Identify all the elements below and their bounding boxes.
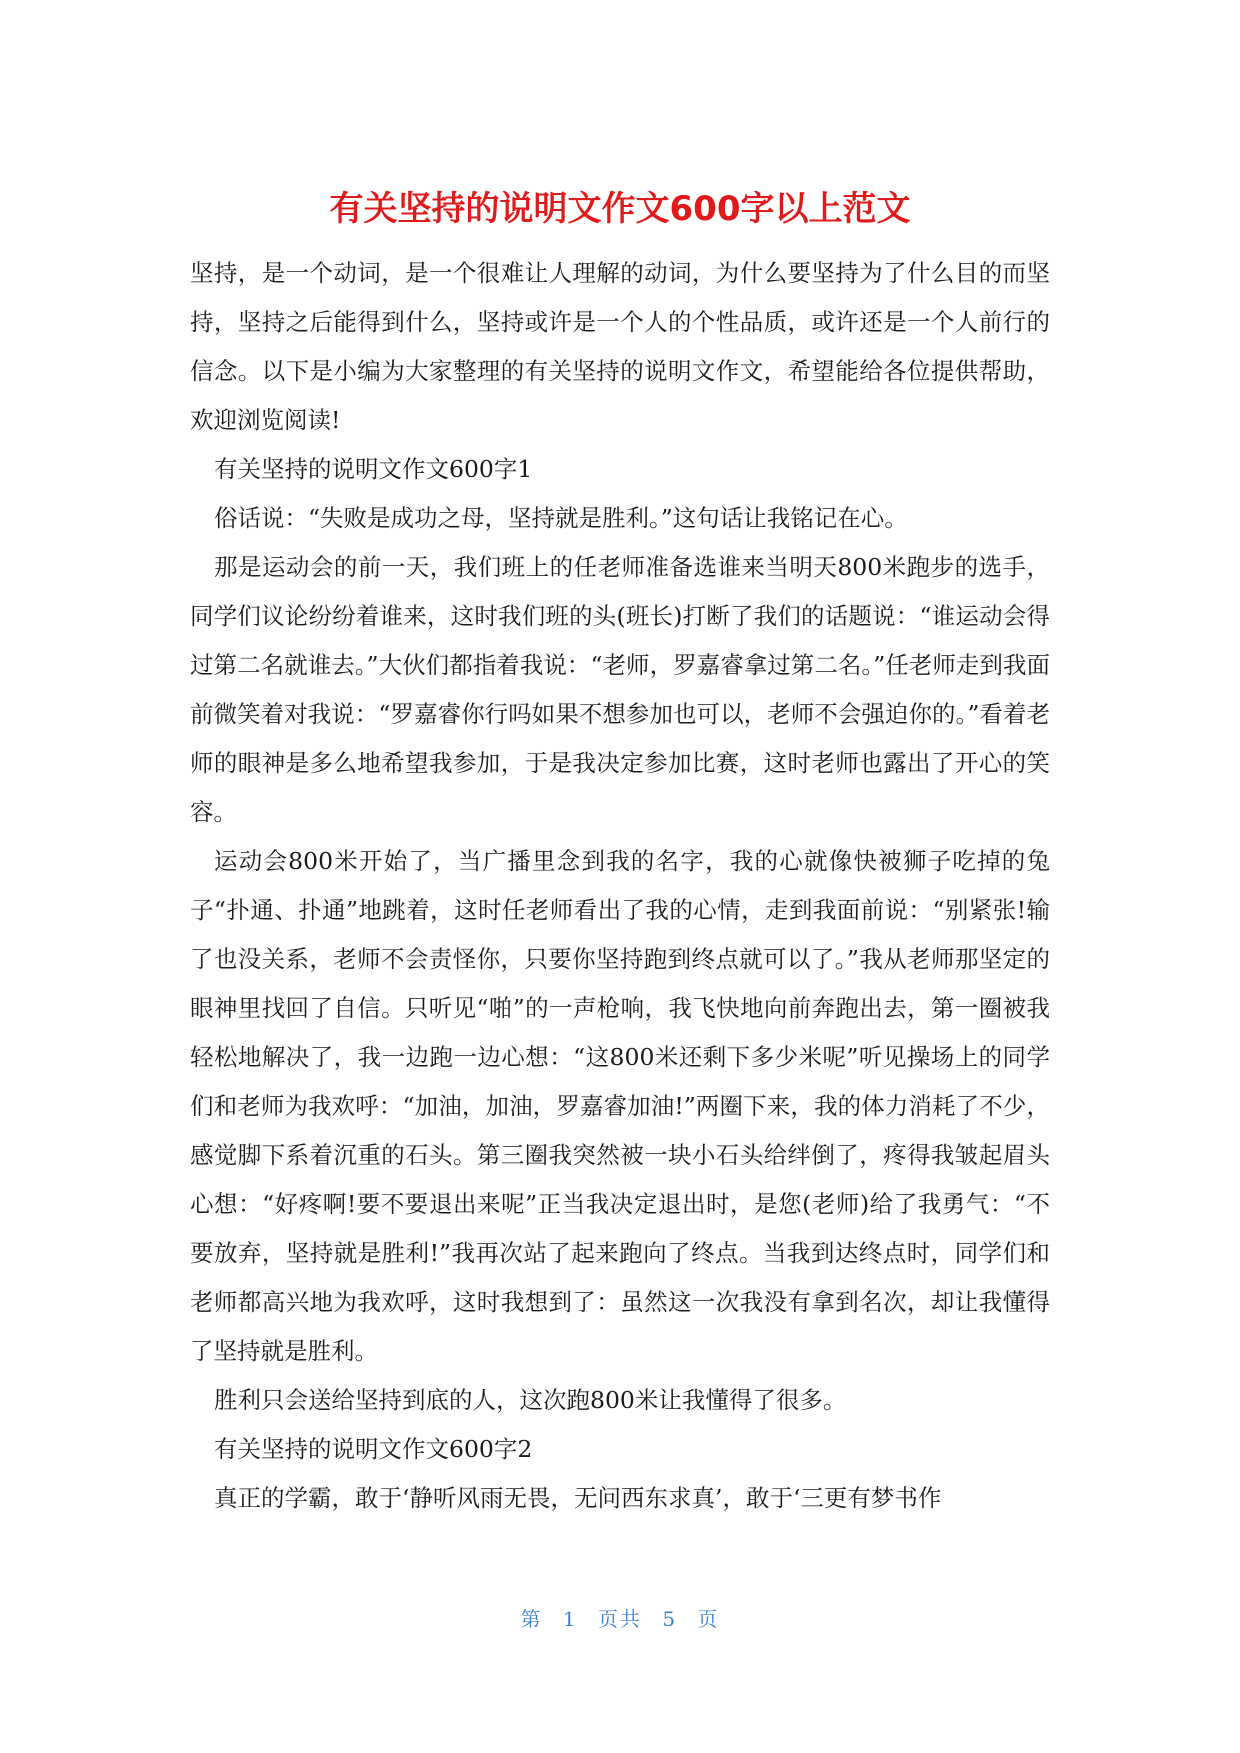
paragraph-intro: 坚持，是一个动词，是一个很难让人理解的动词，为什么要坚持为了什么目的而坚持，坚持之后能得到什么，坚持或许是一个人的个性品质，或许还是一个人前行的信念。以下是小编为大家整理的有关坚持的说明文作文，希望能给各位提供帮助，欢迎浏览阅读! [190,259,1050,434]
footer-label-end: 页 [697,1607,720,1631]
paragraph: 俗话说：“失败是成功之母，坚持就是胜利。”这句话让我铭记在心。 [214,504,908,532]
document-body [190,249,1050,1523]
document-title: 有关坚持的说明文作文600字以上范文 [329,189,911,229]
paragraph: 运动会800米开始了，当广播里念到我的名字，我的心就像快被狮子吃掉的兔子“扑通、扑通”地跳着，这时任老师看出了我的心情，走到我面前说：“别紧张!输了也没关系，老师不会责怪你，只要你坚持跑到终点就可以了。”我从老师那坚定的眼神里找回了自信。只听见“啪”的一声枪响，我飞快地向前奔跑出去，第一圈被我轻松地解决了，我一边跑一边心想：“这800米还剩下多少米呢”听见操场上的同学们和老师为我欢呼：“加油，加油，罗嘉睿加油!”两圈下来，我的体力消耗了不少，感觉脚下系着沉重的石头。第三圈我突然被一块小石头给绊倒了，疼得我皱起眉头心想：“好疼啊!要不要退出来呢”正当我决定退出时，是您(老师)给了我勇气：“不要放弃，坚持就是胜利!”我再次站了起来跑向了终点。当我到达终点时，同学们和老师都高兴地为我欢呼，这时我想到了：虽然这一次我没有拿到名次，却让我懂得了坚持就是胜利。 [190,847,1050,1365]
footer-current-page: 1 [562,1607,578,1631]
page-footer [0,1605,1240,1633]
section-heading-2: 有关坚持的说明文作文600字2 [214,1435,533,1463]
footer-label-of: 页共 [598,1607,642,1631]
paragraph: 真正的学霸，敢于‘静听风雨无畏，无问西东求真’，敢于‘三更有梦书作 [214,1484,942,1512]
paragraph: 胜利只会送给坚持到底的人，这次跑800米让我懂得了很多。 [214,1386,847,1414]
footer-total-pages: 5 [662,1607,678,1631]
footer-label-page: 第 [520,1607,543,1631]
section-heading-1: 有关坚持的说明文作文600字1 [214,455,533,483]
paragraph: 那是运动会的前一天，我们班上的任老师准备选谁来当明天800米跑步的选手，同学们议论纷纷着谁来，这时我们班的头(班长)打断了我们的话题说：“谁运动会得过第二名就谁去。”大伙们都指着我说：“老师，罗嘉睿拿过第二名。”任老师走到我面前微笑着对我说：“罗嘉睿你行吗如果不想参加也可以，老师不会强迫你的。”看着老师的眼神是多么地希望我参加，于是我决定参加比赛，这时老师也露出了开心的笑容。 [190,553,1050,826]
